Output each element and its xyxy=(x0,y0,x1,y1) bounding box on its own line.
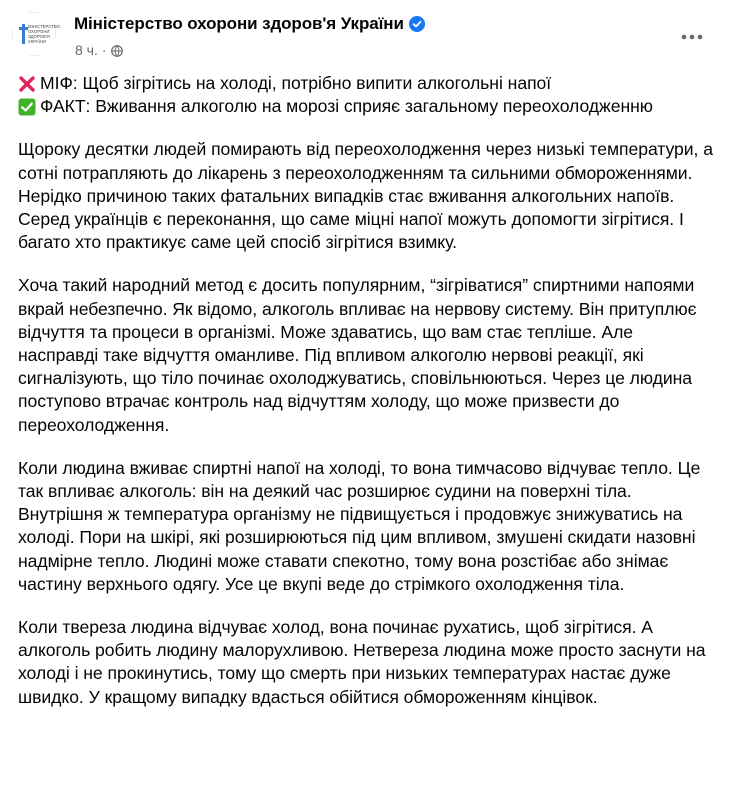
cross-mark-icon xyxy=(18,75,36,93)
ministry-logo-icon xyxy=(13,13,60,55)
myth-line xyxy=(18,72,718,95)
globe-icon[interactable] xyxy=(111,44,123,56)
post-meta xyxy=(75,42,123,58)
post-timestamp[interactable]: 8 ч. xyxy=(75,42,98,58)
fact-line xyxy=(18,95,718,118)
meta-separator: · xyxy=(101,42,107,58)
page-name-row xyxy=(74,14,425,34)
verified-badge-icon xyxy=(409,16,425,32)
myth-text: МІФ: Щоб зігрітись на холоді, потрібно випити алкогольні напої xyxy=(40,73,552,93)
page-name-link[interactable]: Міністерство охорони здоров'я України xyxy=(74,14,404,33)
more-options-button[interactable] xyxy=(672,22,712,52)
paragraph-3: Коли людина вживає спиртні напої на холоді, то вона тимчасово відчуває тепло. Це так впливає алкоголь: він на деякий час розширює судини на поверхні тіла. Внутрішня ж температура організму не підвищується і продовжує знижуватись на холоді. Пори на шкірі, які розширюються під цим впливом, змушені скидати назовні надмірне тепло. Людині може ставати спекотно, тому вона розстібає або знімає частину верхнього одягу. Усе це вкупі веде до стрімкого охолодження тіла. xyxy=(18,457,701,594)
logo-line-4: УКРАЇНИ xyxy=(28,39,47,44)
paragraph-4: Коли твереза людина відчуває холод, вона починає рухатись, щоб зігрітися. А алкоголь робить людину малорухливою. Нетвереза людина може просто заснути на холоді і не прокинутись, тому що смерть при низьких температурах настає дуже швидко. У кращому випадку вдасться обійтися обмороженням кінцівок. xyxy=(18,617,706,707)
paragraph-2: Хоча такий народний метод є досить популярним, “зігріватися” спиртними напоями вкрай небезпечно. Як відомо, алкоголь впливає на нервову систему. Він притуплює відчуття та процеси в організмі. Може здаватись, що вам стає тепліше. Але насправді таке відчуття оманливе. Під впливом алкоголю нервові реакції, які сигналізують, що тіло починає охолоджуватись, сповільнюються. Через це людина поступово втрачає контроль над відчуттям холоду, що може призвести до переохолодження. xyxy=(18,275,697,435)
logo-line-2: ОХОРОНИ xyxy=(28,29,50,34)
logo-line-1: МІНІСТЕРСТВО xyxy=(28,24,60,29)
page-avatar[interactable] xyxy=(12,12,60,56)
paragraph-1: Щороку десятки людей помирають від переохолодження через низькі температури, а сотні потрапляють до лікарень з переохолодженням та сильними обмороженнями. Нерідко причиною таких фатальних випадків стає вживання алкогольних напоїв. Серед українців є переконання, що саме міцні напої можуть допомогти зігрітися. І багато хто практикує саме цей спосіб зігрітися взимку. xyxy=(18,139,713,253)
check-mark-icon xyxy=(18,98,36,116)
logo-line-3: ЗДОРОВ'Я xyxy=(28,34,50,39)
post-message xyxy=(18,72,718,709)
post-header xyxy=(0,0,732,70)
fact-text: ФАКТ: Вживання алкоголю на морозі сприяє загальному переохолодженню xyxy=(40,96,653,117)
more-options-icon xyxy=(681,34,703,40)
